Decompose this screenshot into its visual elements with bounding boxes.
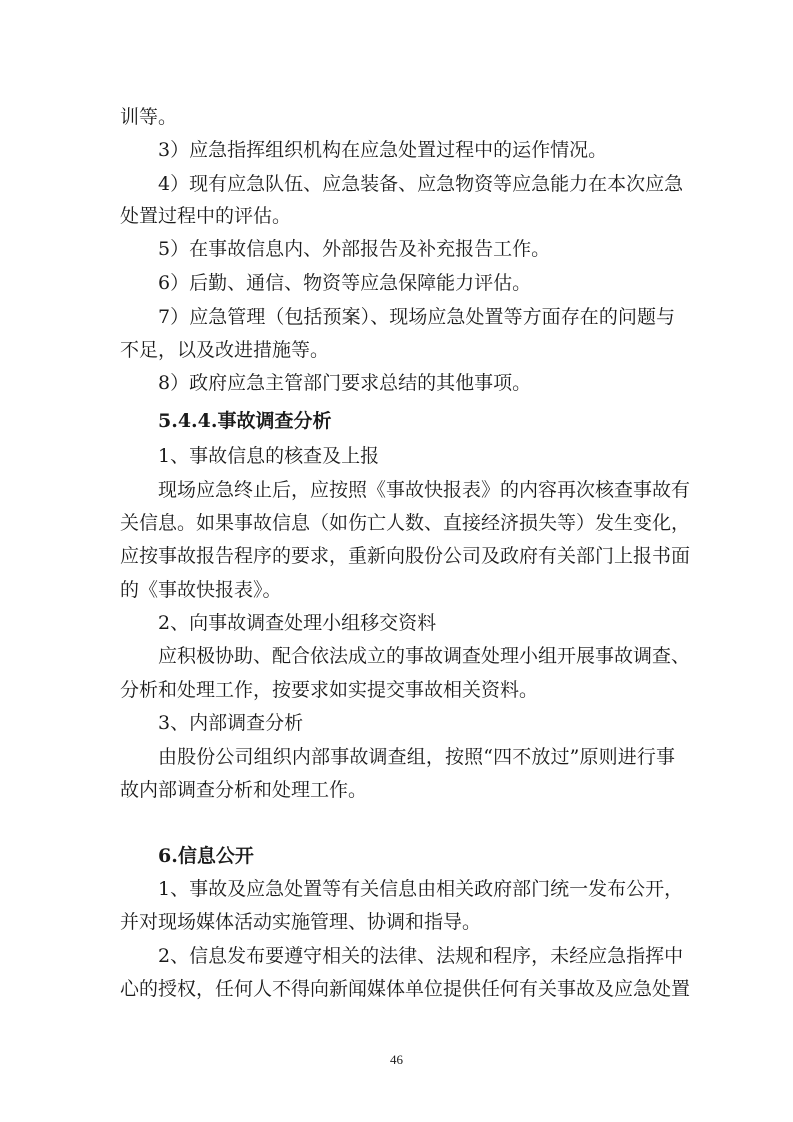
body-text-line: 故内部调查分析和处理工作。 [120, 779, 368, 801]
list-item: 5）在事故信息内、外部报告及补充报告工作。 [158, 238, 551, 260]
body-text-line: 1、事故及应急处置等有关信息由相关政府部门统一发布公开， [158, 878, 684, 900]
body-text-line: 应积极协助、配合依法成立的事故调查处理小组开展事故调查、 [158, 645, 691, 667]
body-text-line: 由股份公司组织内部事故调查组，按照“四不放过”原则进行事 [158, 746, 675, 768]
page-number: 46 [390, 1052, 403, 1067]
body-text-line: 训等。 [120, 106, 178, 128]
subheading: 2、向事故调查处理小组移交资料 [158, 612, 437, 634]
list-item: 3）应急指挥组织机构在应急处置过程中的运作情况。 [158, 139, 608, 161]
body-text-line: 处置过程中的评估。 [120, 205, 292, 227]
body-text-line: 不足，以及改进措施等。 [120, 339, 330, 361]
subheading: 1、事故信息的核查及上报 [158, 445, 380, 467]
list-item: 7）应急管理（包括预案）、现场应急处置等方面存在的问题与 [158, 306, 675, 328]
body-text-line: 心的授权，任何人不得向新闻媒体单位提供任何有关事故及应急处置 [120, 978, 691, 1000]
list-item: 4）现有应急队伍、应急装备、应急物资等应急能力在本次应急 [158, 173, 684, 195]
subheading: 3、内部调查分析 [158, 712, 304, 734]
body-text-line: 2、信息发布要遵守相关的法律、法规和程序，未经应急指挥中 [158, 945, 684, 967]
body-text-line: 关信息。如果事故信息（如伤亡人数、直接经济损失等）发生变化， [120, 512, 691, 534]
list-item: 6）后勤、通信、物资等应急保障能力评估。 [158, 272, 532, 294]
section-heading: 5.4.4.事故调查分析 [158, 410, 332, 432]
body-text-line: 应按事故报告程序的要求，重新向股份公司及政府有关部门上报书面 [120, 545, 691, 567]
section-heading: 6.信息公开 [158, 845, 254, 867]
body-text-line: 的《事故快报表》。 [120, 579, 282, 601]
body-text-line: 并对现场媒体活动实施管理、协调和指导。 [120, 911, 482, 933]
body-text-line: 现场应急终止后，应按照《事故快报表》的内容再次核查事故有 [158, 479, 691, 501]
body-text-line: 分析和处理工作，按要求如实提交事故相关资料。 [120, 679, 539, 701]
list-item: 8）政府应急主管部门要求总结的其他事项。 [158, 372, 532, 394]
